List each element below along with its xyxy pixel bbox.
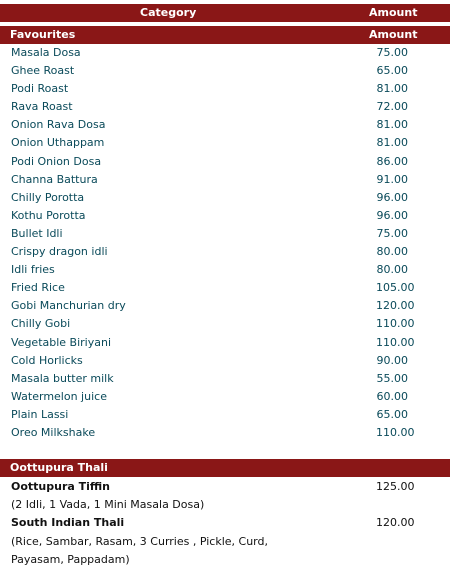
- menu-item-name: Gobi Manchurian dry: [11, 299, 126, 313]
- thali-header-bar: [0, 459, 450, 477]
- menu-item-name: Masala Dosa: [11, 46, 81, 59]
- menu-item-row: [0, 279, 450, 297]
- menu-item-row: [0, 207, 450, 225]
- category-header-bar: [0, 4, 450, 22]
- menu-item-row: [0, 261, 450, 279]
- thali-item-description: [0, 533, 450, 551]
- amount-column-header: Amount: [369, 6, 418, 19]
- menu-item-price: 90.00: [376, 353, 408, 367]
- menu-item-name: Plain Lassi: [11, 407, 69, 421]
- menu-item-row: [0, 98, 450, 116]
- thali-item-name: South Indian Thali: [11, 516, 125, 529]
- thali-item-row: [0, 478, 450, 496]
- menu-item-name: Cold Horlicks: [11, 353, 83, 367]
- thali-item-desc-line: (Rice, Sambar, Rasam, 3 Curries , Pickle, Curd,: [11, 535, 268, 548]
- menu-item-row: [0, 134, 450, 152]
- menu-item-name: Onion Rava Dosa: [11, 118, 106, 132]
- menu-item-row: [0, 225, 450, 243]
- menu-item-row: [0, 80, 450, 98]
- menu-item-row: [0, 334, 450, 352]
- menu-item-row: [0, 370, 450, 388]
- menu-item-row: [0, 116, 450, 134]
- menu-item-price: 96.00: [376, 208, 408, 222]
- category-column-header: Category: [140, 6, 197, 19]
- menu-item-price: 81.00: [376, 118, 408, 132]
- menu-item-price: 75.00: [376, 46, 408, 59]
- menu-item-row: [0, 44, 450, 62]
- favourites-list: [0, 44, 450, 442]
- menu-item-name: Oreo Milkshake: [11, 425, 96, 439]
- favourites-section-title: Favourites: [10, 28, 76, 41]
- thali-section-title: Oottupura Thali: [10, 461, 108, 474]
- thali-item-description: [0, 551, 450, 569]
- menu-item-price: 65.00: [376, 64, 408, 78]
- menu-item-name: Masala butter milk: [11, 371, 114, 385]
- menu-item-price: 110.00: [376, 335, 415, 349]
- menu-item-row: [0, 171, 450, 189]
- menu-item-name: Podi Roast: [11, 82, 69, 96]
- menu-item-row: [0, 189, 450, 207]
- menu-item-price: 75.00: [376, 226, 408, 240]
- menu-item-price: 80.00: [376, 245, 408, 259]
- menu-item-price: 60.00: [376, 389, 408, 403]
- menu-item-row: [0, 424, 450, 442]
- favourites-amount-header: Amount: [369, 28, 418, 41]
- menu-item-row: [0, 153, 450, 171]
- menu-item-name: Ghee Roast: [11, 64, 75, 78]
- menu-item-name: Rava Roast: [11, 100, 73, 114]
- menu-item-row: [0, 62, 450, 80]
- menu-item-price: 110.00: [376, 425, 415, 439]
- menu-item-price: 105.00: [376, 281, 415, 295]
- menu-item-name: Idli fries: [11, 263, 55, 277]
- menu-item-row: [0, 352, 450, 370]
- menu-item-price: 72.00: [376, 100, 408, 114]
- thali-item-row: [0, 514, 450, 532]
- thali-item-description: [0, 496, 450, 514]
- menu-item-row: [0, 388, 450, 406]
- menu-item-name: Fried Rice: [11, 281, 65, 295]
- menu-item-price: 81.00: [376, 82, 408, 96]
- menu-item-name: Podi Onion Dosa: [11, 154, 102, 168]
- menu-item-name: Channa Battura: [11, 172, 98, 186]
- menu-item-name: Bullet Idli: [11, 226, 63, 240]
- menu-item-row: [0, 243, 450, 261]
- menu-item-name: Chilly Porotta: [11, 190, 85, 204]
- thali-item-price: 120.00: [376, 516, 415, 529]
- menu-item-row: [0, 406, 450, 424]
- menu-item-row: [0, 297, 450, 315]
- favourites-header-bar: [0, 26, 450, 44]
- menu-item-price: 55.00: [376, 371, 408, 385]
- thali-item-price: 125.00: [376, 480, 415, 493]
- menu-item-name: Crispy dragon idli: [11, 245, 108, 259]
- menu-item-price: 120.00: [376, 299, 415, 313]
- menu-item-name: Watermelon juice: [11, 389, 107, 403]
- menu-item-name: Onion Uthappam: [11, 136, 105, 150]
- menu-item-price: 80.00: [376, 263, 408, 277]
- menu-item-price: 110.00: [376, 317, 415, 331]
- menu-item-name: Vegetable Biriyani: [11, 335, 112, 349]
- menu-item-price: 96.00: [376, 190, 408, 204]
- menu-item-name: Chilly Gobi: [11, 317, 71, 331]
- menu-item-price: 81.00: [376, 136, 408, 150]
- thali-item-desc-line: (2 Idli, 1 Vada, 1 Mini Masala Dosa): [11, 498, 205, 511]
- menu-item-price: 91.00: [376, 172, 408, 186]
- menu-item-name: Kothu Porotta: [11, 208, 86, 222]
- menu-item-row: [0, 315, 450, 333]
- thali-item-desc-line: Payasam, Pappadam): [11, 553, 130, 566]
- thali-item-name: Oottupura Tiffin: [11, 480, 111, 493]
- menu-item-price: 65.00: [376, 407, 408, 421]
- menu-item-price: 86.00: [376, 154, 408, 168]
